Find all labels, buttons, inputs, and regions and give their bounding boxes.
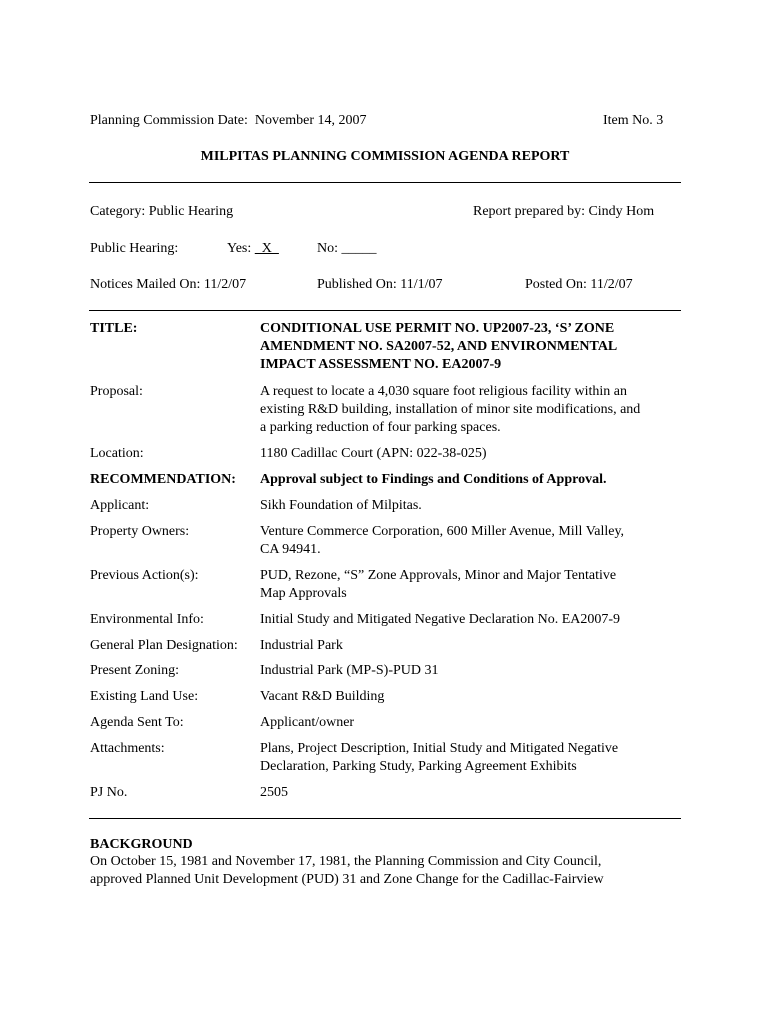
- pj-no-value: 2505: [260, 785, 288, 800]
- zoning-label: Present Zoning:: [90, 663, 180, 678]
- proposal-line-1: A request to locate a 4,030 square foot religious facility within an: [260, 384, 628, 399]
- divider-top: [89, 182, 681, 183]
- agenda-sent-label: Agenda Sent To:: [90, 715, 184, 730]
- recommendation-value: Approval subject to Findings and Conditions of Approval.: [260, 472, 607, 487]
- previous-actions-line-2: Map Approvals: [260, 586, 347, 601]
- previous-actions-label: Previous Action(s):: [90, 568, 199, 583]
- public-hearing-no: [317, 240, 377, 258]
- property-owners-label: Property Owners:: [90, 524, 190, 539]
- meeting-date-line: [90, 112, 366, 130]
- proposal-line-2: existing R&D building, installation of minor site modifications, and: [260, 402, 641, 417]
- yes-label: Yes:: [227, 241, 252, 256]
- background-heading: BACKGROUND: [90, 837, 193, 852]
- meeting-date: November 14, 2007: [254, 113, 367, 128]
- zoning-value: Industrial Park (MP-S)-PUD 31: [260, 663, 439, 678]
- recommendation-label: RECOMMENDATION:: [90, 472, 236, 487]
- attachments-line-1: Plans, Project Description, Initial Study and Mitigated Negative: [260, 741, 619, 756]
- published-on: Published On: 11/1/07: [317, 277, 443, 292]
- proposal-label: Proposal:: [90, 384, 143, 399]
- no-value: _____: [341, 241, 377, 256]
- meeting-label: Planning Commission Date:: [90, 113, 248, 128]
- report-title: MILPITAS PLANNING COMMISSION AGENDA REPORT: [200, 149, 570, 164]
- title-label: TITLE:: [90, 321, 138, 336]
- proposal-line-3: a parking reduction of four parking spaces.: [260, 420, 501, 435]
- item-number: Item No. 3: [603, 113, 664, 128]
- yes-value: X: [254, 241, 279, 256]
- no-label: No:: [317, 241, 338, 256]
- general-plan-value: Industrial Park: [260, 638, 343, 653]
- previous-actions-line-1: PUD, Rezone, “S” Zone Approvals, Minor and Major Tentative: [260, 568, 617, 583]
- background-line-2: approved Planned Unit Development (PUD) 31 and Zone Change for the Cadillac-Fairview: [90, 872, 604, 887]
- title-line-3: IMPACT ASSESSMENT NO. EA2007-9: [260, 357, 502, 372]
- public-hearing-label: Public Hearing:: [90, 241, 179, 256]
- posted-on: Posted On: 11/2/07: [525, 277, 633, 292]
- divider-bottom: [89, 818, 681, 819]
- location-label: Location:: [90, 446, 144, 461]
- applicant-label: Applicant:: [90, 498, 150, 513]
- general-plan-label: General Plan Designation:: [90, 638, 238, 653]
- property-owners-line-2: CA 94941.: [260, 542, 321, 557]
- attachments-label: Attachments:: [90, 741, 165, 756]
- environmental-value: Initial Study and Mitigated Negative Declaration No. EA2007-9: [260, 612, 621, 627]
- property-owners-line-1: Venture Commerce Corporation, 600 Miller Avenue, Mill Valley,: [260, 524, 625, 539]
- public-hearing-yes: [227, 240, 279, 258]
- divider-middle: [89, 310, 681, 311]
- background-line-1: On October 15, 1981 and November 17, 1981, the Planning Commission and City Council,: [90, 854, 602, 869]
- agenda-sent-value: Applicant/owner: [260, 715, 355, 730]
- category: Category: Public Hearing: [90, 204, 234, 219]
- pj-no-label: PJ No.: [90, 785, 128, 800]
- prepared-by: Report prepared by: Cindy Hom: [473, 204, 655, 219]
- land-use-value: Vacant R&D Building: [260, 689, 385, 704]
- environmental-label: Environmental Info:: [90, 612, 204, 627]
- title-line-2: AMENDMENT NO. SA2007-52, AND ENVIRONMENTAL: [260, 339, 618, 354]
- attachments-line-2: Declaration, Parking Study, Parking Agreement Exhibits: [260, 759, 577, 774]
- location-value: 1180 Cadillac Court (APN: 022-38-025): [260, 446, 487, 461]
- title-line-1: CONDITIONAL USE PERMIT NO. UP2007-23, ‘S’ ZONE: [260, 321, 615, 336]
- land-use-label: Existing Land Use:: [90, 689, 199, 704]
- applicant-value: Sikh Foundation of Milpitas.: [260, 498, 422, 513]
- notices-mailed: Notices Mailed On: 11/2/07: [90, 277, 247, 292]
